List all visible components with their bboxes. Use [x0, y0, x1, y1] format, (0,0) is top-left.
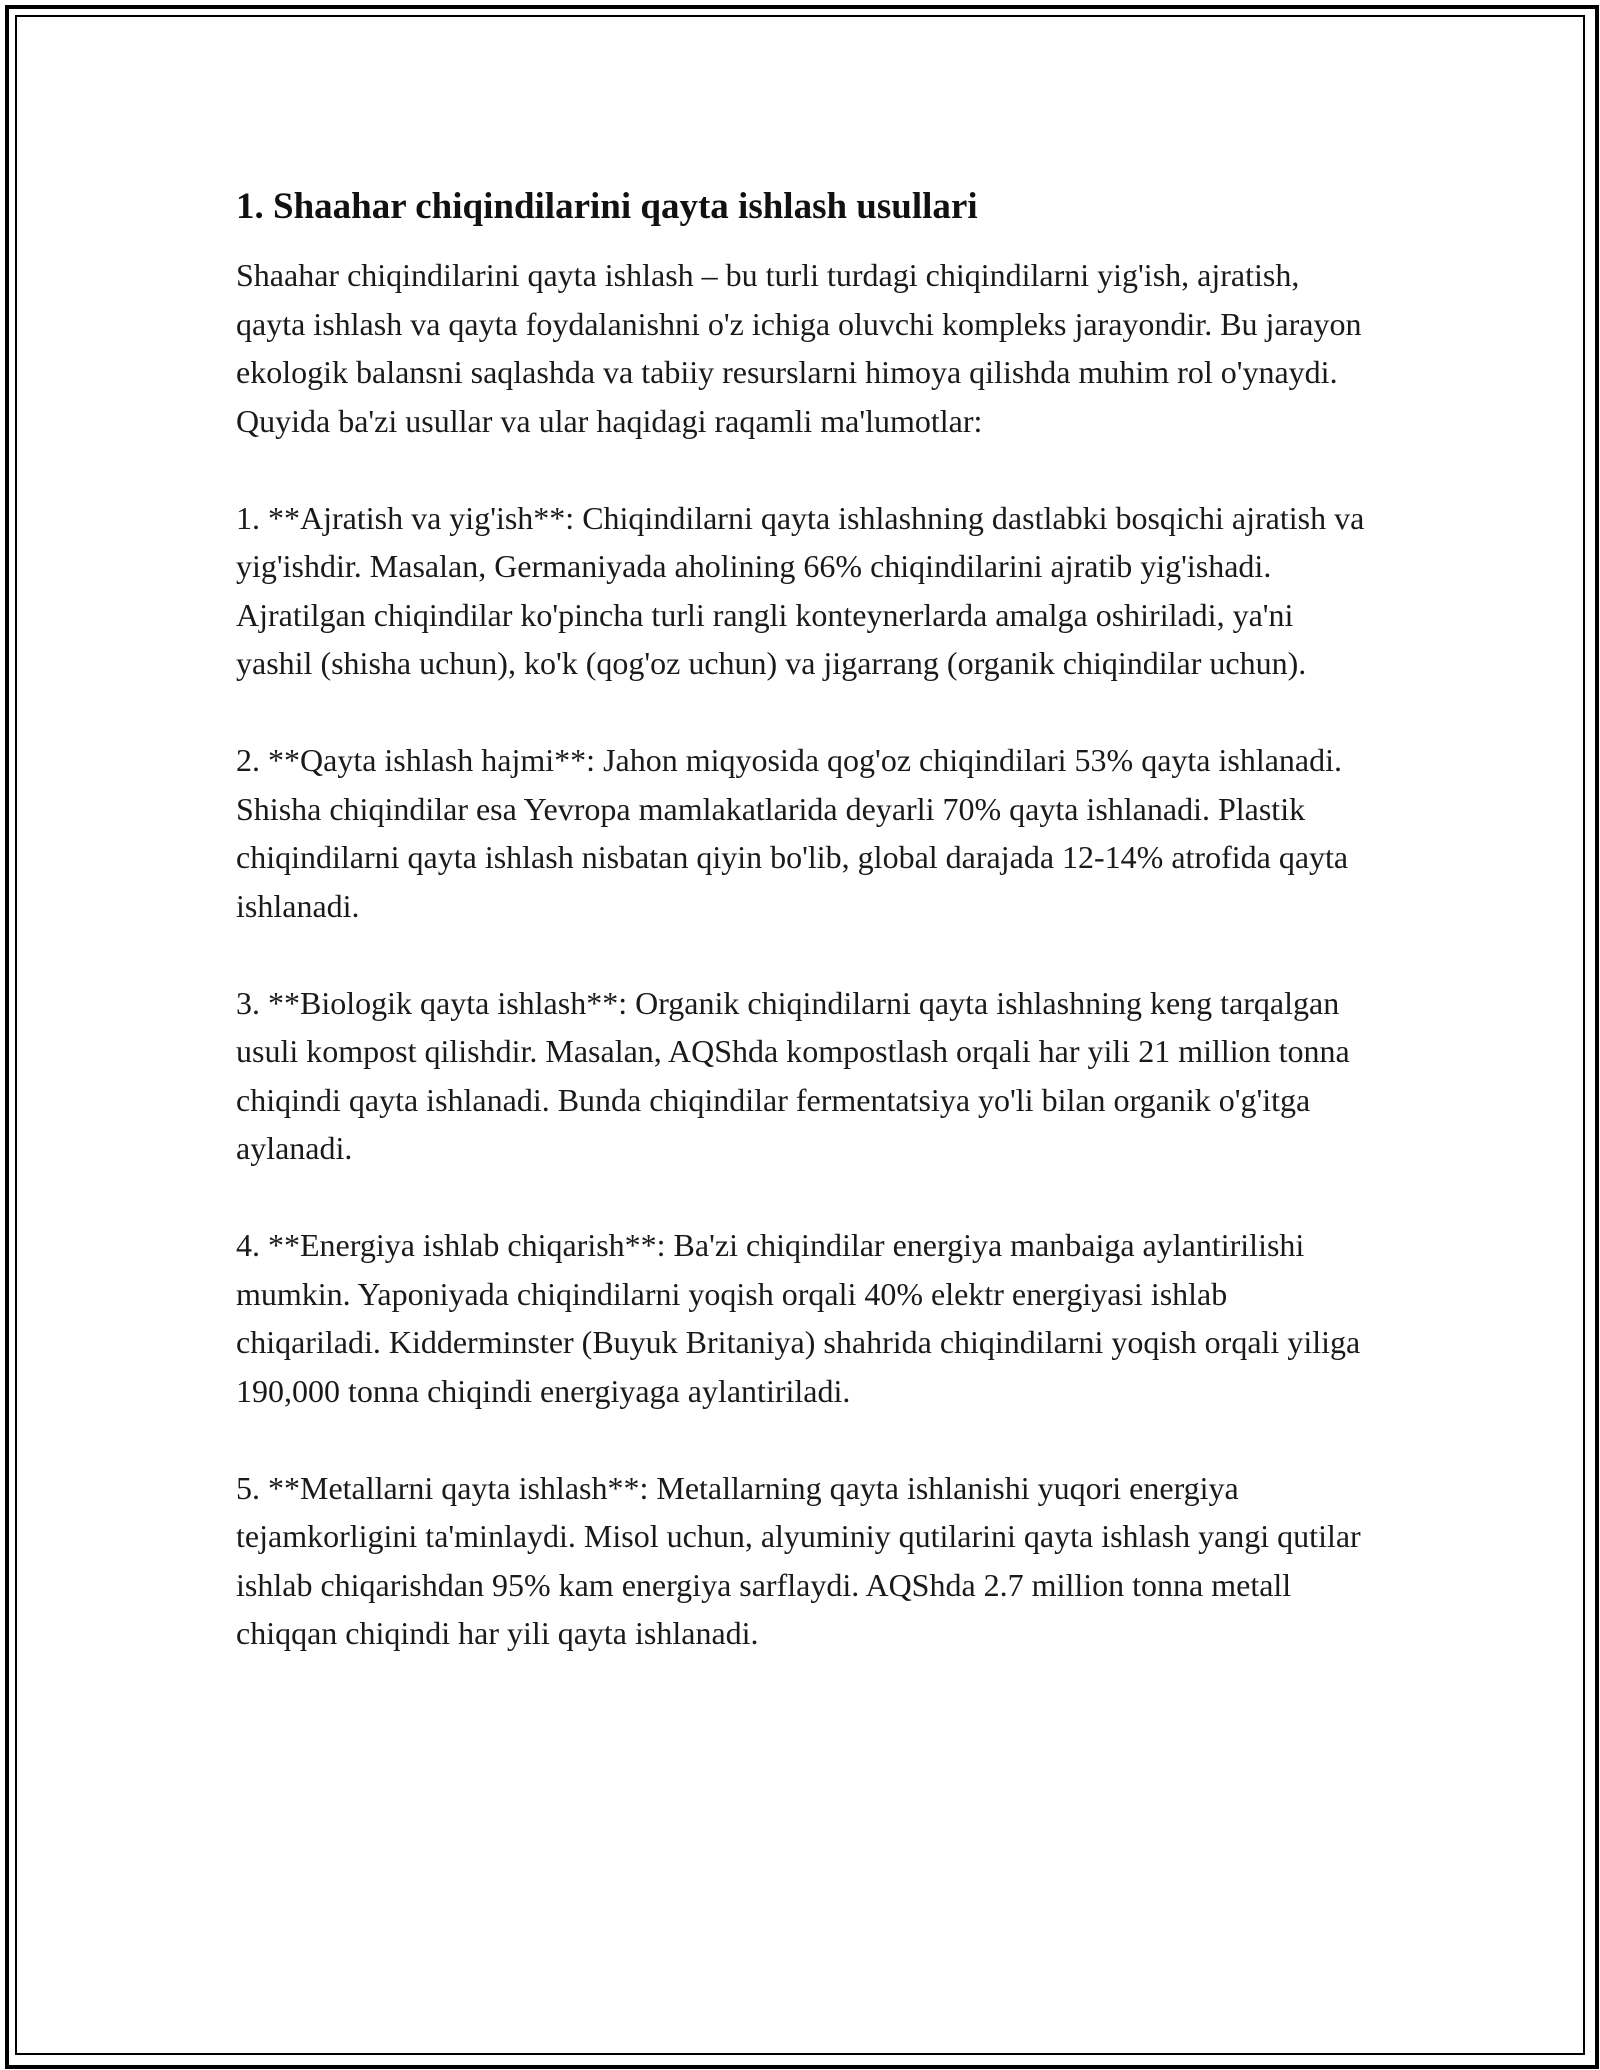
document-body	[236, 185, 1366, 1706]
paragraph-energy-production: 4. **Energiya ishlab chiqarish**: Ba'zi chiqindilar energiya manbaiga aylantirilishi mumkin. Yaponiyada chiqindilarni yoqish orqali 40% elektr energiyasi ishlab chiqariladi. Kidderminster (Buyuk Britaniya) shahrida chiqindilarni yoqish orqali yiliga 190,000 tonna chiqindi energiyaga aylantiriladi.	[236, 1227, 1361, 1409]
document-title: 1. Shaahar chiqindilarini qayta ishlash usullari	[236, 186, 978, 227]
paragraph-recycling-volume: 2. **Qayta ishlash hajmi**: Jahon miqyosida qog'oz chiqindilari 53% qayta ishlanadi. Shisha chiqindilar esa Yevropa mamlakatlarida deyarli 70% qayta ishlanadi. Plastik chiqindilarni qayta ishlash nisbatan qiyin bo'lib, global darajada 12-14% atrofida qayta ishlanadi.	[236, 742, 1349, 924]
intro-paragraph: Shaahar chiqindilarini qayta ishlash – bu turli turdagi chiqindilarni yig'ish, ajratish, qayta ishlash va qayta foydalanishni o'z ichiga oluvchi kompleks jarayondir. Bu jarayon ekologik balansni saqlashda va tabiiy resurslarni himoya qilishda muhim rol o'ynaydi. Quyida ba'zi usullar va ular haqidagi raqamli ma'lumotlar:	[236, 257, 1362, 439]
paragraph-biological-recycling: 3. **Biologik qayta ishlash**: Organik chiqindilarni qayta ishlashning keng tarqalgan usuli kompost qilishdir. Masalan, AQShda kompostlash orqali har yili 21 million tonna chiqindi qayta ishlanadi. Bunda chiqindilar fermentatsiya yo'li bilan organik o'g'itga aylanadi.	[236, 984, 1350, 1166]
paragraph-metal-recycling: 5. **Metallarni qayta ishlash**: Metallarning qayta ishlanishi yuqori energiya tejamkorligini ta'minlaydi. Misol uchun, alyuminiy qutilarini qayta ishlash yangi qutilar ishlab chiqarishdan 95% kam energiya sarflaydi. AQShda 2.7 million tonna metall chiqqan chiqindi har yili qayta ishlanadi.	[236, 1469, 1361, 1651]
paragraph-separation-collection: 1. **Ajratish va yig'ish**: Chiqindilarni qayta ishlashning dastlabki bosqichi ajratish va yig'ishdir. Masalan, Germaniyada aholining 66% chiqindilarini ajratib yig'ishadi. Ajratilgan chiqindilar ko'pincha turli rangli konteynerlarda amalga oshiriladi, ya'ni yashil (shisha uchun), ko'k (qog'oz uchun) va jigarrang (organik chiqindilar uchun).	[236, 499, 1365, 681]
